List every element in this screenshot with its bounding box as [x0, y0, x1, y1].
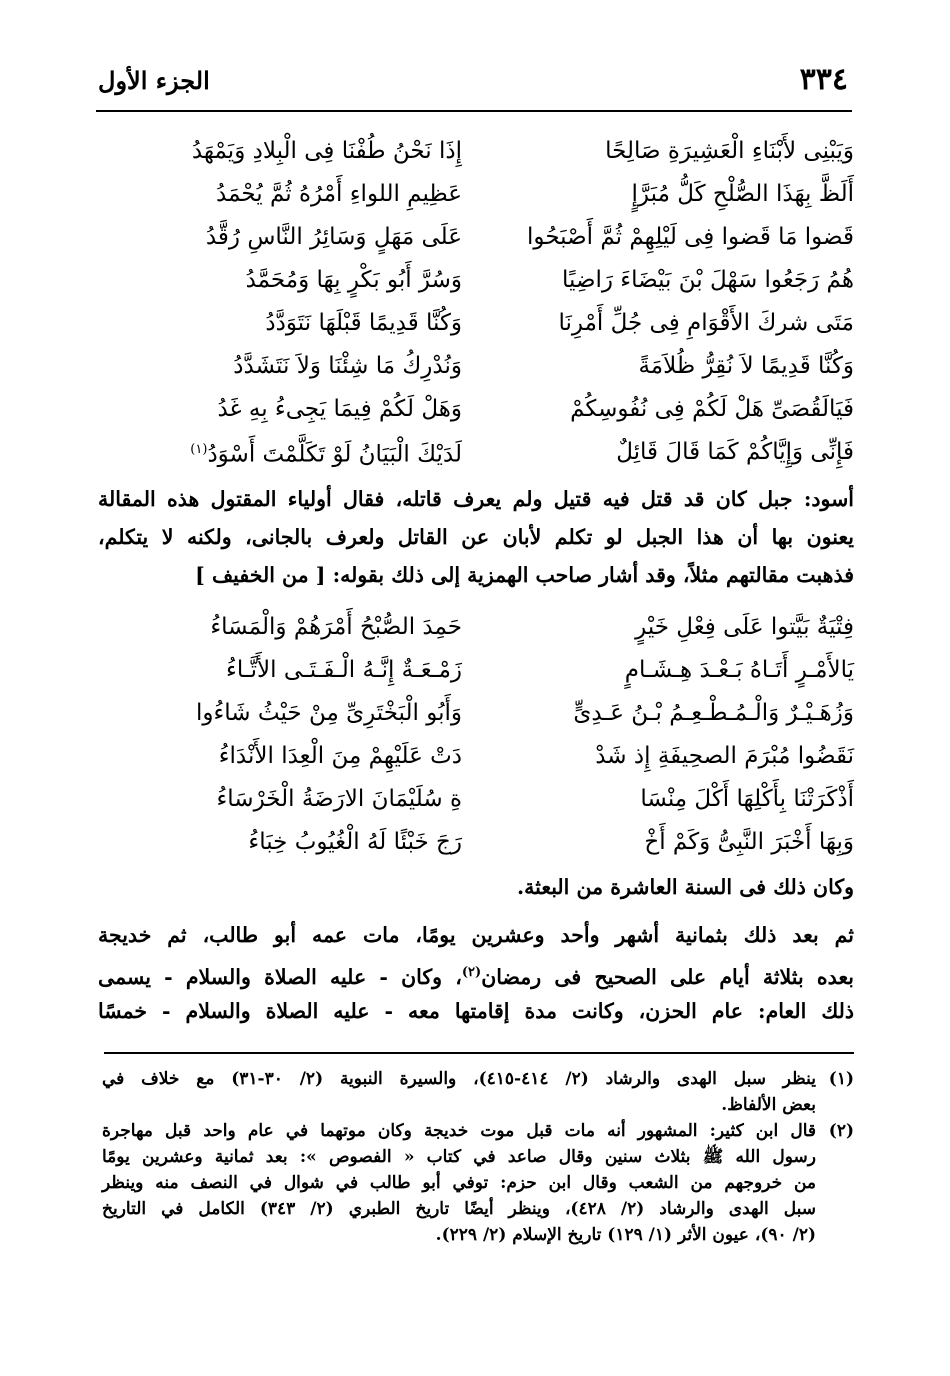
- verse: [112, 606, 854, 649]
- text-line: ثم بعد ذلك بثمانية أشهر وأحد وعشرين يومًا، مات عمه أبو طالب، ثم خديجة: [98, 923, 854, 947]
- footnote-line: رسول الله ﷺ بثلاث سنين وقال صاعد في كتاب « الفصوص »: بعد ثمانية وعشرين يومًا: [102, 1147, 816, 1167]
- hemistich-first: وَيَبْنِى لأَبْنَاءِ الْعَشِيرَةِ صَالِحًا: [605, 138, 854, 164]
- verse: [112, 388, 854, 431]
- footnote-line: سبل الهدى والرشاد (٢/ ٤٢٨)، وينظر أيضًا تاريخ الطبري (٢/ ٣٤٣) الكامل في التاريخ: [102, 1199, 816, 1219]
- hemistich-second: وَهَلْ لَكُمْ فِيمَا يَجِىءُ بِهِ غَدُ: [217, 396, 462, 422]
- hemistich-second: عَلَى مَهَلٍ وَسَائِرُ النَّاسِ رُقَّدُ: [205, 224, 462, 250]
- hemistich-second: ةِ سُلَيْمَانَ الارَضَةُ الْخَرْسَاءُ: [216, 786, 462, 812]
- footnote-number: (٢): [828, 1121, 854, 1141]
- verse: [112, 130, 854, 173]
- hemistich-second: زَمْـعَـةٌ إِنَّـهُ الْـفَـتَـى الأَتَّـاءُ: [226, 657, 462, 683]
- text-line: فذهبت مقالتهم مثلاً، وقد أشار صاحب الهمزية إلى ذلك بقوله: [ من الخفيف ]: [195, 563, 854, 587]
- header-rule: [96, 110, 852, 112]
- hemistich-second: وَأَبُو الْبَخْتَرِىِّ مِنْ حَيْثُ شَاءُوا: [195, 700, 462, 726]
- hemistich-second: وَنُدْرِكُ مَا شِئْنَا وَلاَ نَتَشَدَّدُ: [233, 353, 462, 379]
- hemistich-second: وَسُرَّ أَبُو بَكْرٍ بِهَا وَمُحَمَّدُ: [245, 267, 462, 293]
- prose-paragraph: [98, 480, 854, 594]
- verse: [112, 692, 854, 735]
- text-line: وكان ذلك فى السنة العاشرة من البعثة.: [517, 875, 854, 899]
- text-line: [98, 954, 854, 992]
- hemistich-second: إِذَا نَحْنُ طُفْنَا فِى الْبِلادِ وَيَمْهَدُ: [191, 138, 462, 164]
- page-number: ٣٣٤: [799, 62, 848, 97]
- hemistich-first: أَلَظَّ بِهَذَا الصُّلْحِ كَلُّ مُبَرَّإٍ: [631, 181, 854, 207]
- hemistich-second: حَمِدَ الصُّبْحُ أَمْرَهُمْ وَالْمَسَاءُ: [210, 614, 462, 640]
- hemistich-second: دَتْ عَلَيْهِمْ مِنَ الْعِدَا الأَنْدَاءُ: [218, 743, 462, 769]
- footnote-number: (١): [828, 1069, 854, 1089]
- hemistich-first: وَبِهَا أَخْبَرَ النَّبِىُّ وَكَمْ أَخْ: [644, 829, 854, 855]
- hemistich-second: وَكُنَّا قَدِيمًا قَبْلَهَا نَتَوَدَّدُ: [265, 310, 462, 336]
- verse: [112, 821, 854, 864]
- verse: [112, 431, 854, 474]
- hemistich-first: قَضوا مَا قَضوا فِى لَيْلِهِمْ ثُمَّ أَصْبَحُوا: [527, 224, 854, 250]
- text-line: ذلك العام: عام الحزن، وكانت مدة إقامتها معه - عليه الصلاة والسلام - خمسًا: [98, 999, 854, 1023]
- verse: [112, 649, 854, 692]
- hemistich-first: مَتَى شركَ الأَقْوَامِ فِى جُلِّ أَمْرِنَا: [558, 310, 854, 336]
- hemistich-first: وَكُنَّا قَدِيمًا لاَ نُقِرُّ ظُلاَمَةً: [638, 353, 854, 379]
- verse: [112, 735, 854, 778]
- verse: [112, 173, 854, 216]
- hemistich-first: فِتْيَةٌ بَيَّتوا عَلَى فِعْلِ خَيْرٍ: [635, 614, 854, 640]
- verse: [112, 216, 854, 259]
- hemistich-first: هُمُ رَجَعُوا سَهْلَ بْنَ بَيْضَاءَ رَاضِيًا: [562, 267, 854, 293]
- hemistich-first: وَزُهَـيْـرٌ وَالْـمُـطْـعِـمُ بْـنُ عَـدِىٍّ: [573, 700, 854, 726]
- footnote-line: (٢/ ٩٠)، عيون الأثر (١/ ١٢٩) تاريخ الإسلام (٢/ ٢٢٩).: [435, 1225, 816, 1245]
- hemistich-second: عَظِيمِ اللواءِ أَمْرُهُ ثُمَّ يُحْمَدُ: [216, 181, 462, 207]
- poem-1: [112, 130, 854, 474]
- hemistich-first: نَقَضُوا مُبْرَمَ الصحِيفَةِ إِذ شَدْ: [595, 743, 854, 769]
- footnotes: [102, 1066, 854, 1248]
- footnote-body: [102, 1066, 816, 1118]
- poem-2: [112, 606, 854, 864]
- verse: [112, 345, 854, 388]
- footnote-body: [102, 1118, 816, 1248]
- hemistich-text: لَدَيْكَ الْبَيَانُ لَوْ تَكَلَّمْتَ أَسْوَدُ: [207, 441, 462, 468]
- footnote: [102, 1118, 854, 1248]
- page-header: [98, 60, 848, 106]
- text-line: أسود: جبل كان قد قتل فيه قتيل ولم يعرف قاتله، فقال أولياء المقتول هذه المقالة: [98, 487, 854, 511]
- text-segment: بعده بثلاثة أيام على الصحيح فى رمضان: [481, 964, 854, 989]
- hemistich-second: [112, 428, 462, 477]
- footnote-line: من خروجهم من الشعب وقال ابن حزم: توفي أبو طالب في شوال في النصف منه وينظر: [102, 1173, 816, 1193]
- footnote-line: قال ابن كثير: المشهور أنه مات قبل موت خديجة وكان موتهما في عام واحد قبل مهاجرة: [102, 1121, 816, 1141]
- hemistich-first: فَإِنِّى وَإِيَّاكُمْ كَمَا قَالَ قَائِلٌ: [616, 439, 854, 465]
- verse: [112, 778, 854, 821]
- running-title: الجزء الأول: [98, 66, 210, 95]
- footnote-rule: [104, 1052, 854, 1054]
- footnote: [102, 1066, 854, 1118]
- verse: [112, 259, 854, 302]
- prose-paragraph: [98, 916, 854, 1030]
- verse: [112, 302, 854, 345]
- footnote-line: بعض الألفاظ.: [721, 1095, 816, 1115]
- prose-paragraph: [98, 868, 854, 906]
- hemistich-second: رَجَ خَبْئًا لَهُ الْغُيُوبُ خِبَاءُ: [248, 829, 462, 855]
- text-line: يعنون بها أن هذا الجبل لو تكلم لأبان عن القاتل ولعرف بالجانى، ولكنه لا يتكلم،: [98, 525, 854, 549]
- hemistich-first: يَالأَمْـرٍ أَتَـاهُ بَـعْـدَ هِـشَـامٍ: [624, 657, 854, 683]
- footnote-ref[interactable]: (٢): [461, 965, 482, 980]
- text-segment: ، وكان - عليه الصلاة والسلام - يسمى: [98, 964, 462, 989]
- footnote-line: ينظر سبل الهدى والرشاد (٢/ ٤١٤-٤١٥)، والسيرة النبوية (٢/ ٣٠-٣١) مع خلاف في: [102, 1069, 816, 1089]
- hemistich-first: أَذْكَرَتْنَا بِأَكْلِهَا أَكْلَ مِنْسَا: [640, 786, 854, 812]
- hemistich-first: فَيَالَقُصَىِّ هَلْ لَكُمْ فِى نُفُوسِكُمْ: [570, 396, 854, 422]
- footnote-ref[interactable]: (١): [190, 442, 208, 458]
